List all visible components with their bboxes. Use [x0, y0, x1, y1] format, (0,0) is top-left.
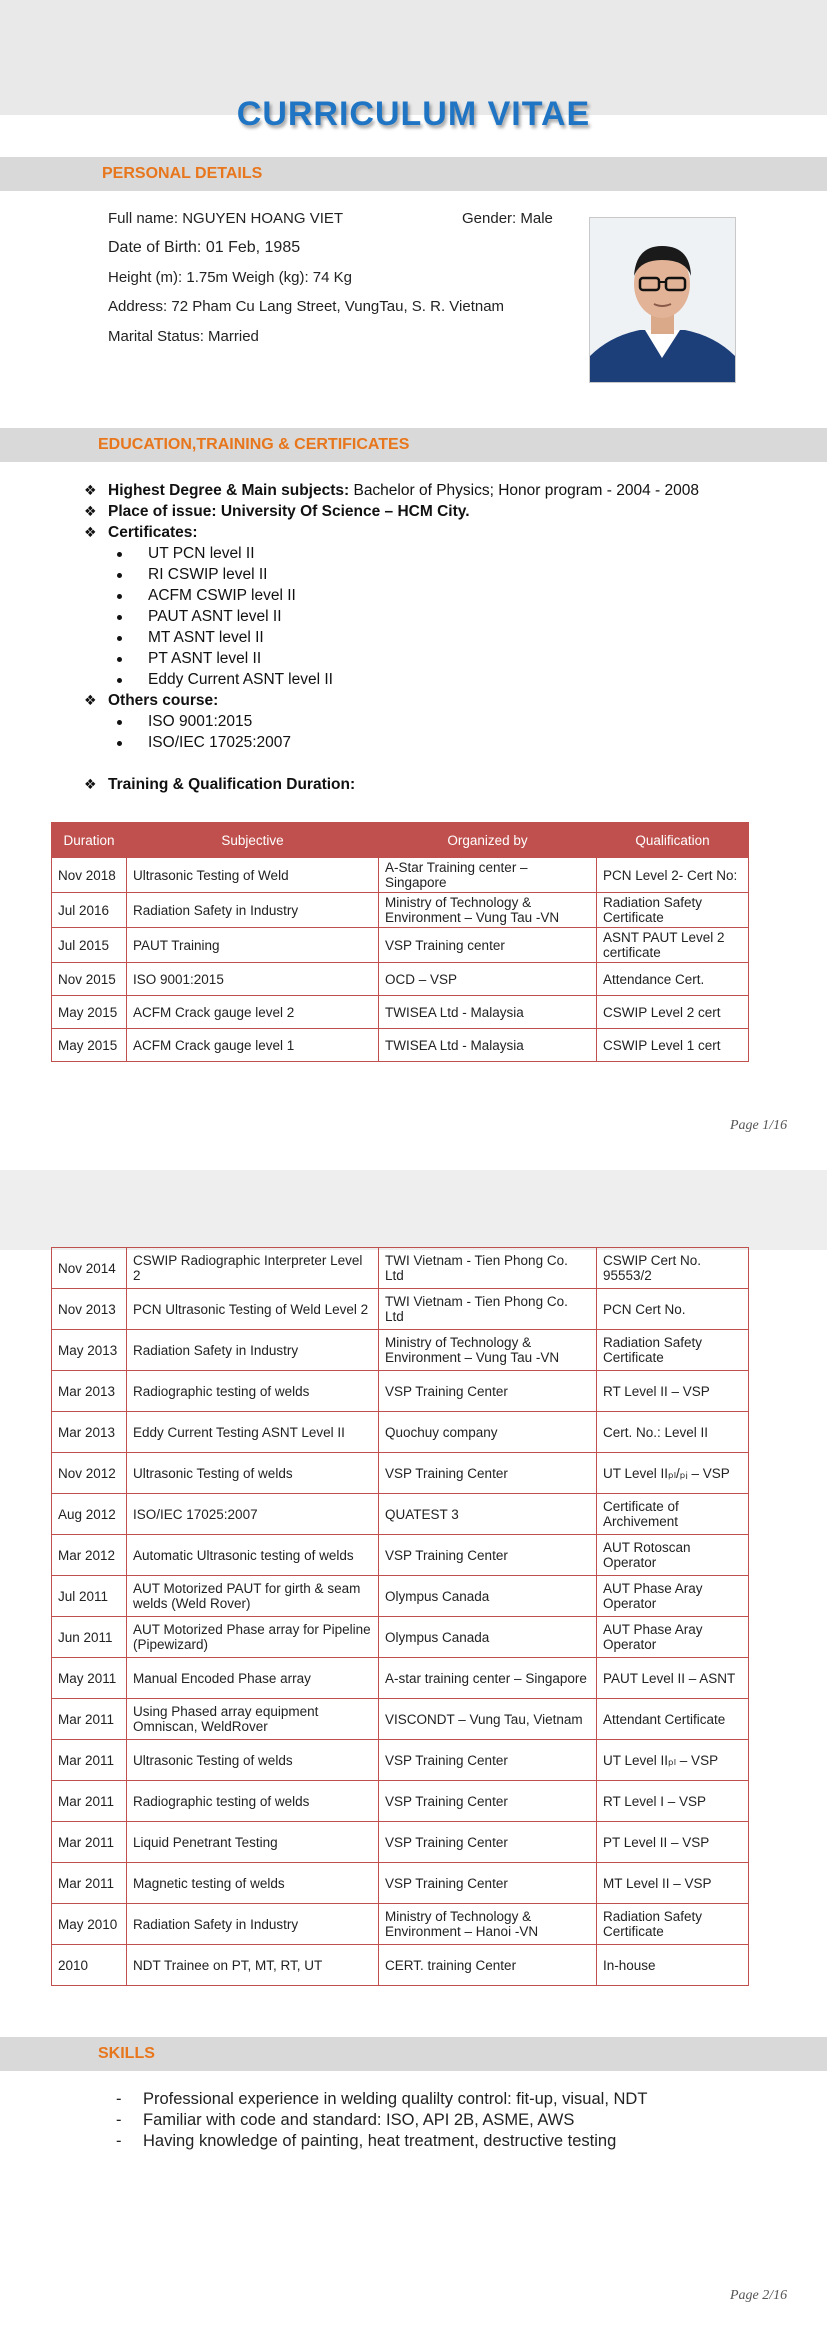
skill-item [116, 2132, 617, 2151]
cell-subjective: ISO 9001:2015 [127, 963, 379, 996]
cell-duration: 2010 [52, 1945, 127, 1986]
certificate-item [148, 545, 255, 563]
cell-qualification: PT Level II – VSP [597, 1822, 749, 1863]
skill-item [116, 2111, 575, 2130]
cell-organized-by: VISCONDT – Vung Tau, Vietnam [379, 1699, 597, 1740]
cell-duration: Mar 2011 [52, 1699, 127, 1740]
cell-subjective: ISO/IEC 17025:2007 [127, 1494, 379, 1535]
table-row [52, 1248, 749, 1289]
cell-organized-by: A-star training center – Singapore [379, 1658, 597, 1699]
table-row [52, 1494, 749, 1535]
certificate-text: ACFM CSWIP level II [148, 587, 296, 604]
page-gap [0, 1170, 827, 1250]
cell-organized-by: Olympus Canada [379, 1576, 597, 1617]
marital-status: Marital Status: Married [108, 328, 259, 345]
dash-bullet-icon: - [116, 2111, 122, 2129]
cell-subjective: Radiographic testing of welds [127, 1371, 379, 1412]
cell-duration: Mar 2011 [52, 1740, 127, 1781]
degree-label: Highest Degree & Main subjects: [108, 482, 350, 499]
cell-duration: Aug 2012 [52, 1494, 127, 1535]
cell-subjective: Liquid Penetrant Testing [127, 1822, 379, 1863]
diamond-bullet-icon: ❖ [84, 524, 97, 540]
cell-organized-by: VSP Training center [379, 928, 597, 963]
cell-organized-by: VSP Training Center [379, 1535, 597, 1576]
table-row [52, 1535, 749, 1576]
cell-organized-by: Ministry of Technology & Environment – Vung Tau -VN [379, 1330, 597, 1371]
table-row [52, 1658, 749, 1699]
training-heading [84, 776, 356, 794]
height-weight: Height (m): 1.75m Weigh (kg): 74 Kg [108, 269, 352, 286]
cell-subjective: PAUT Training [127, 928, 379, 963]
table-row [52, 1822, 749, 1863]
cell-duration: Jun 2011 [52, 1617, 127, 1658]
cell-duration: Nov 2014 [52, 1248, 127, 1289]
cell-organized-by: VSP Training Center [379, 1863, 597, 1904]
cell-subjective: CSWIP Radiographic Interpreter Level 2 [127, 1248, 379, 1289]
cell-qualification: In-house [597, 1945, 749, 1986]
cell-subjective: AUT Motorized PAUT for girth & seam welds (Weld Rover) [127, 1576, 379, 1617]
certificate-text: Eddy Current ASNT level II [148, 671, 333, 688]
cell-duration: Jul 2016 [52, 893, 127, 928]
cell-duration: Jul 2015 [52, 928, 127, 963]
header-duration: Duration [52, 823, 127, 858]
cell-organized-by: Ministry of Technology & Environment – Hanoi -VN [379, 1904, 597, 1945]
certificate-item [148, 587, 296, 605]
certificate-item [148, 671, 333, 689]
table-row [52, 1781, 749, 1822]
cell-duration: Mar 2011 [52, 1781, 127, 1822]
skill-item [116, 2090, 648, 2109]
place-line [84, 503, 470, 521]
cell-organized-by: Ministry of Technology & Environment – Vung Tau -VN [379, 893, 597, 928]
dot-bullet-icon [117, 615, 122, 620]
dash-bullet-icon: - [116, 2090, 122, 2108]
cell-subjective: Magnetic testing of welds [127, 1863, 379, 1904]
cell-subjective: Radiation Safety in Industry [127, 893, 379, 928]
diamond-bullet-icon: ❖ [84, 482, 97, 498]
dot-bullet-icon [117, 720, 122, 725]
cell-duration: Nov 2012 [52, 1453, 127, 1494]
cell-duration: May 2015 [52, 996, 127, 1029]
certificate-text: UT PCN level II [148, 545, 255, 562]
section-title-education: EDUCATION,TRAINING & CERTIFICATES [98, 436, 410, 453]
table-row [52, 858, 749, 893]
cell-qualification: MT Level II – VSP [597, 1863, 749, 1904]
gender: Gender: Male [462, 210, 553, 227]
address: Address: 72 Pham Cu Lang Street, VungTau, S. R. Vietnam [108, 298, 505, 315]
section-title-personal: PERSONAL DETAILS [102, 165, 263, 182]
certificate-text: MT ASNT level II [148, 629, 264, 646]
dash-bullet-icon: - [116, 2132, 122, 2150]
cell-subjective: ACFM Crack gauge level 1 [127, 1029, 379, 1062]
cell-qualification: UT Level IIₚₗ/ₚᵢ – VSP [597, 1453, 749, 1494]
cell-subjective: Radiation Safety in Industry [127, 1904, 379, 1945]
cell-qualification: Radiation Safety Certificate [597, 1330, 749, 1371]
header-subjective: Subjective [127, 823, 379, 858]
cell-duration: Mar 2013 [52, 1371, 127, 1412]
certificate-text: RI CSWIP level II [148, 566, 268, 583]
cell-duration: Nov 2018 [52, 858, 127, 893]
course-text: ISO/IEC 17025:2007 [148, 734, 292, 751]
table-row [52, 1029, 749, 1062]
cell-qualification: PAUT Level II – ASNT [597, 1658, 749, 1699]
cell-qualification: UT Level IIₚₗ – VSP [597, 1740, 749, 1781]
table-row [52, 1330, 749, 1371]
table-row [52, 928, 749, 963]
cell-qualification: AUT Phase Aray Operator [597, 1617, 749, 1658]
cell-qualification: CSWIP Level 2 cert [597, 996, 749, 1029]
cell-organized-by: VSP Training Center [379, 1740, 597, 1781]
others-label: Others course: [108, 692, 219, 709]
cell-duration: Mar 2012 [52, 1535, 127, 1576]
table-row [52, 893, 749, 928]
degree-line [84, 482, 699, 500]
certificates-heading [84, 524, 198, 542]
cell-subjective: Ultrasonic Testing of welds [127, 1740, 379, 1781]
cell-qualification: RT Level I – VSP [597, 1781, 749, 1822]
course-text: ISO 9001:2015 [148, 713, 253, 730]
cell-duration: May 2011 [52, 1658, 127, 1699]
cell-duration: May 2015 [52, 1029, 127, 1062]
cell-qualification: CSWIP Cert No. 95553/2 [597, 1248, 749, 1289]
cell-duration: Mar 2013 [52, 1412, 127, 1453]
cell-subjective: AUT Motorized Phase array for Pipeline (Pipewizard) [127, 1617, 379, 1658]
cell-subjective: Manual Encoded Phase array [127, 1658, 379, 1699]
place-of-issue: Place of issue: University Of Science – HCM City. [108, 503, 470, 520]
table-row [52, 1904, 749, 1945]
skill-text: Having knowledge of painting, heat treatment, destructive testing [143, 2132, 617, 2150]
cell-subjective: Ultrasonic Testing of welds [127, 1453, 379, 1494]
cell-organized-by: Quochuy company [379, 1412, 597, 1453]
cell-organized-by: VSP Training Center [379, 1781, 597, 1822]
header-qualification: Qualification [597, 823, 749, 858]
table-row [52, 1740, 749, 1781]
cell-organized-by: TWI Vietnam - Tien Phong Co. Ltd [379, 1289, 597, 1330]
table-row [52, 1371, 749, 1412]
training-table-page2 [51, 1247, 749, 1986]
dot-bullet-icon [117, 552, 122, 557]
cell-qualification: Radiation Safety Certificate [597, 1904, 749, 1945]
table-row [52, 1412, 749, 1453]
certificate-item [148, 608, 282, 626]
dot-bullet-icon [117, 657, 122, 662]
cell-subjective: PCN Ultrasonic Testing of Weld Level 2 [127, 1289, 379, 1330]
cell-subjective: NDT Trainee on PT, MT, RT, UT [127, 1945, 379, 1986]
certificate-item [148, 629, 264, 647]
cell-qualification: Radiation Safety Certificate [597, 893, 749, 928]
cell-organized-by: TWISEA Ltd - Malaysia [379, 996, 597, 1029]
cell-organized-by: TWI Vietnam - Tien Phong Co. Ltd [379, 1248, 597, 1289]
profile-photo [589, 217, 736, 383]
degree-value: Bachelor of Physics; Honor program - 2004 - 2008 [349, 482, 699, 499]
certificate-item [148, 650, 261, 668]
table-row [52, 1699, 749, 1740]
cell-organized-by: TWISEA Ltd - Malaysia [379, 1029, 597, 1062]
certificate-text: PT ASNT level II [148, 650, 262, 667]
date-of-birth: Date of Birth: 01 Feb, 1985 [108, 239, 301, 256]
training-table-page1 [51, 822, 749, 1062]
certificate-text: PAUT ASNT level II [148, 608, 282, 625]
cell-duration: Mar 2011 [52, 1822, 127, 1863]
section-title-skills: SKILLS [98, 2045, 155, 2062]
table-row [52, 1863, 749, 1904]
course-item [148, 713, 252, 731]
dot-bullet-icon [117, 636, 122, 641]
cell-qualification: PCN Level 2- Cert No: [597, 858, 749, 893]
cell-duration: May 2013 [52, 1330, 127, 1371]
table-row [52, 1945, 749, 1986]
cell-subjective: Radiographic testing of welds [127, 1781, 379, 1822]
cell-qualification: AUT Rotoscan Operator [597, 1535, 749, 1576]
cell-qualification: CSWIP Level 1 cert [597, 1029, 749, 1062]
course-item [148, 734, 291, 752]
cell-subjective: ACFM Crack gauge level 2 [127, 996, 379, 1029]
diamond-bullet-icon: ❖ [84, 776, 97, 792]
page-number: Page 1/16 [730, 1118, 788, 1133]
cell-qualification: Attendance Cert. [597, 963, 749, 996]
cell-organized-by: VSP Training Center [379, 1453, 597, 1494]
cell-organized-by: Olympus Canada [379, 1617, 597, 1658]
certificates-label: Certificates: [108, 524, 198, 541]
table-row [52, 1453, 749, 1494]
others-heading [84, 692, 219, 710]
cell-duration: Mar 2011 [52, 1863, 127, 1904]
cell-qualification: Cert. No.: Level II [597, 1412, 749, 1453]
cell-duration: May 2010 [52, 1904, 127, 1945]
cell-organized-by: CERT. training Center [379, 1945, 597, 1986]
skill-text: Familiar with code and standard: ISO, API 2B, ASME, AWS [143, 2111, 575, 2129]
dot-bullet-icon [117, 741, 122, 746]
header-organized-by: Organized by [379, 823, 597, 858]
diamond-bullet-icon: ❖ [84, 503, 97, 519]
cell-qualification: RT Level II – VSP [597, 1371, 749, 1412]
dot-bullet-icon [117, 594, 122, 599]
table-row [52, 1289, 749, 1330]
dot-bullet-icon [117, 573, 122, 578]
page-number: Page 2/16 [730, 2288, 788, 2303]
cell-qualification: PCN Cert No. [597, 1289, 749, 1330]
cell-subjective: Radiation Safety in Industry [127, 1330, 379, 1371]
training-label: Training & Qualification Duration: [108, 776, 356, 793]
cell-organized-by: VSP Training Center [379, 1822, 597, 1863]
document-title: CURRICULUM VITAE [236, 95, 591, 133]
cell-organized-by: OCD – VSP [379, 963, 597, 996]
table-header-row [52, 823, 749, 858]
cell-qualification: Certificate of Archivement [597, 1494, 749, 1535]
certificate-item [148, 566, 267, 584]
cell-subjective: Automatic Ultrasonic testing of welds [127, 1535, 379, 1576]
cell-duration: Nov 2013 [52, 1289, 127, 1330]
diamond-bullet-icon: ❖ [84, 692, 97, 708]
cell-qualification: ASNT PAUT Level 2 certificate [597, 928, 749, 963]
table-row [52, 1576, 749, 1617]
cell-duration: Nov 2015 [52, 963, 127, 996]
dot-bullet-icon [117, 678, 122, 683]
table-row [52, 963, 749, 996]
full-name: Full name: NGUYEN HOANG VIET [108, 210, 344, 227]
table-row [52, 1617, 749, 1658]
cell-subjective: Using Phased array equipment Omniscan, WeldRover [127, 1699, 379, 1740]
cell-subjective: Eddy Current Testing ASNT Level II [127, 1412, 379, 1453]
cell-duration: Jul 2011 [52, 1576, 127, 1617]
cell-organized-by: QUATEST 3 [379, 1494, 597, 1535]
cell-qualification: Attendant Certificate [597, 1699, 749, 1740]
cell-qualification: AUT Phase Aray Operator [597, 1576, 749, 1617]
skill-text: Professional experience in welding qualilty control: fit-up, visual, NDT [143, 2090, 648, 2108]
table-row [52, 996, 749, 1029]
cell-organized-by: VSP Training Center [379, 1371, 597, 1412]
cell-subjective: Ultrasonic Testing of Weld [127, 858, 379, 893]
cell-organized-by: A-Star Training center – Singapore [379, 858, 597, 893]
